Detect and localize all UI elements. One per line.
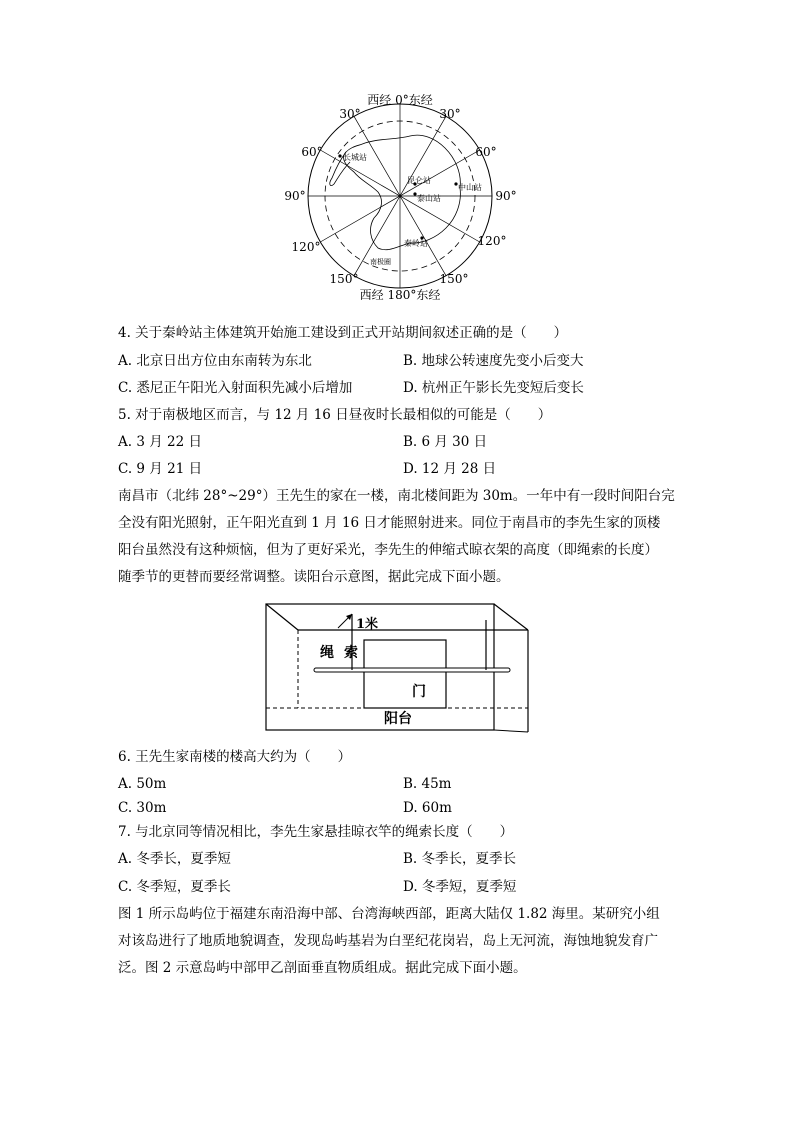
station-taishan-label: 泰山站	[417, 194, 441, 203]
meridian-lines	[308, 104, 492, 288]
door	[364, 640, 446, 708]
deg-30-left: 30°	[339, 107, 361, 121]
station-changcheng-dot	[338, 154, 341, 157]
q6-option-d: D. 60m	[403, 800, 452, 816]
q5-option-a: A. 3 月 22 日	[118, 434, 202, 450]
depth-top-right	[494, 604, 528, 630]
passage1-line3: 阳台虽然没有这种烦恼，但为了更好采光，李先生的伸缩式晾衣架的高度（即绳索的长度）	[118, 542, 658, 558]
station-qinling-label: 秦岭站	[404, 239, 428, 248]
q5-stem: 5. 对于南极地区而言，与 12 月 16 日昼夜时长最相似的可能是（ ）	[118, 407, 552, 423]
depth-top-left	[266, 604, 298, 630]
q7-option-d: D. 冬季短，夏季短	[403, 879, 517, 895]
q6-option-b: B. 45m	[403, 776, 452, 792]
passage2-line3: 泛。图 2 示意岛屿中部甲乙剖面垂直物质组成。据此完成下面小题。	[118, 960, 527, 976]
front-face	[266, 604, 494, 730]
q4-option-d: D. 杭州正午影长先变短后变长	[403, 380, 584, 396]
q7-option-a: A. 冬季长，夏季短	[118, 851, 231, 867]
rope-label-2: 索	[344, 645, 358, 661]
passage1-line2: 全没有阳光照射，正午阳光直到 1 月 16 日才能照射进来。同位于南昌市的李先生家的顶楼	[118, 515, 661, 531]
deg-150-right: 150°	[439, 272, 469, 286]
depth-bottom-right	[494, 730, 528, 732]
q6-option-c: C. 30m	[118, 800, 167, 816]
station-kunlun-label: 昆仑站	[407, 176, 431, 185]
passage1-line1: 南昌市（北纬 28°~29°）王先生的家在一楼，南北楼间距为 30m。一年中有一段时间阳台完	[118, 488, 675, 504]
q7-stem: 7. 与北京同等情况相比，李先生家悬挂晾衣竿的绳索长度（ ）	[118, 824, 514, 840]
balcony-diagram	[262, 598, 534, 736]
q4-stem: 4. 关于秦岭站主体建筑开始施工建设到正式开站期间叙述正确的是（ ）	[118, 325, 568, 341]
deg-60-right: 60°	[475, 145, 497, 159]
q4-option-b: B. 地球公转速度先变小后变大	[403, 353, 584, 369]
map-bottom-label: 西经 180°东经	[359, 288, 441, 302]
station-changcheng-label: 长城站	[343, 153, 367, 162]
deg-150-left: 150°	[329, 272, 359, 286]
station-zhongshan-label: 中山站	[458, 183, 482, 192]
q5-option-c: C. 9 月 21 日	[118, 461, 203, 477]
deg-90-right: 90°	[495, 189, 517, 203]
q5-option-b: B. 6 月 30 日	[403, 434, 488, 450]
deg-60-left: 60°	[301, 145, 323, 159]
deg-90-left: 90°	[284, 189, 306, 203]
clothes-pole	[314, 668, 510, 672]
antarctic-circle-label: 南极圈	[370, 258, 391, 266]
deg-30-right: 30°	[439, 107, 461, 121]
meter-label: 1米	[356, 617, 379, 632]
balcony-label: 阳台	[384, 711, 412, 727]
passage2-line2: 对该岛进行了地质地貌调查，发现岛屿基岩为白垩纪花岗岩，岛上无河流，海蚀地貌发育广	[118, 933, 658, 949]
deg-120-left: 120°	[291, 240, 321, 254]
door-label: 门	[412, 684, 426, 700]
antarctic-polar-map	[270, 88, 530, 310]
deg-120-right: 120°	[477, 234, 507, 248]
q4-option-a: A. 北京日出方位由东南转为东北	[118, 353, 312, 369]
q7-option-c: C. 冬季短，夏季长	[118, 879, 231, 895]
passage1-line4: 随季节的更替而要经常调整。读阳台示意图，据此完成下面小题。	[118, 569, 510, 585]
q7-option-b: B. 冬季长，夏季长	[403, 851, 517, 867]
rope-label-1: 绳	[320, 645, 334, 661]
q6-stem: 6. 王先生家南楼的楼高大约为（ ）	[118, 749, 352, 765]
q4-option-c: C. 悉尼正午阳光入射面积先减小后增加	[118, 380, 353, 396]
passage2-line1: 图 1 所示岛屿位于福建东南沿海中部、台湾海峡西部，距离大陆仅 1.82 海里。某研究小组	[118, 906, 660, 922]
q5-option-d: D. 12 月 28 日	[403, 461, 497, 477]
map-top-label: 西经 0°东经	[367, 93, 433, 107]
q6-option-a: A. 50m	[118, 776, 167, 792]
